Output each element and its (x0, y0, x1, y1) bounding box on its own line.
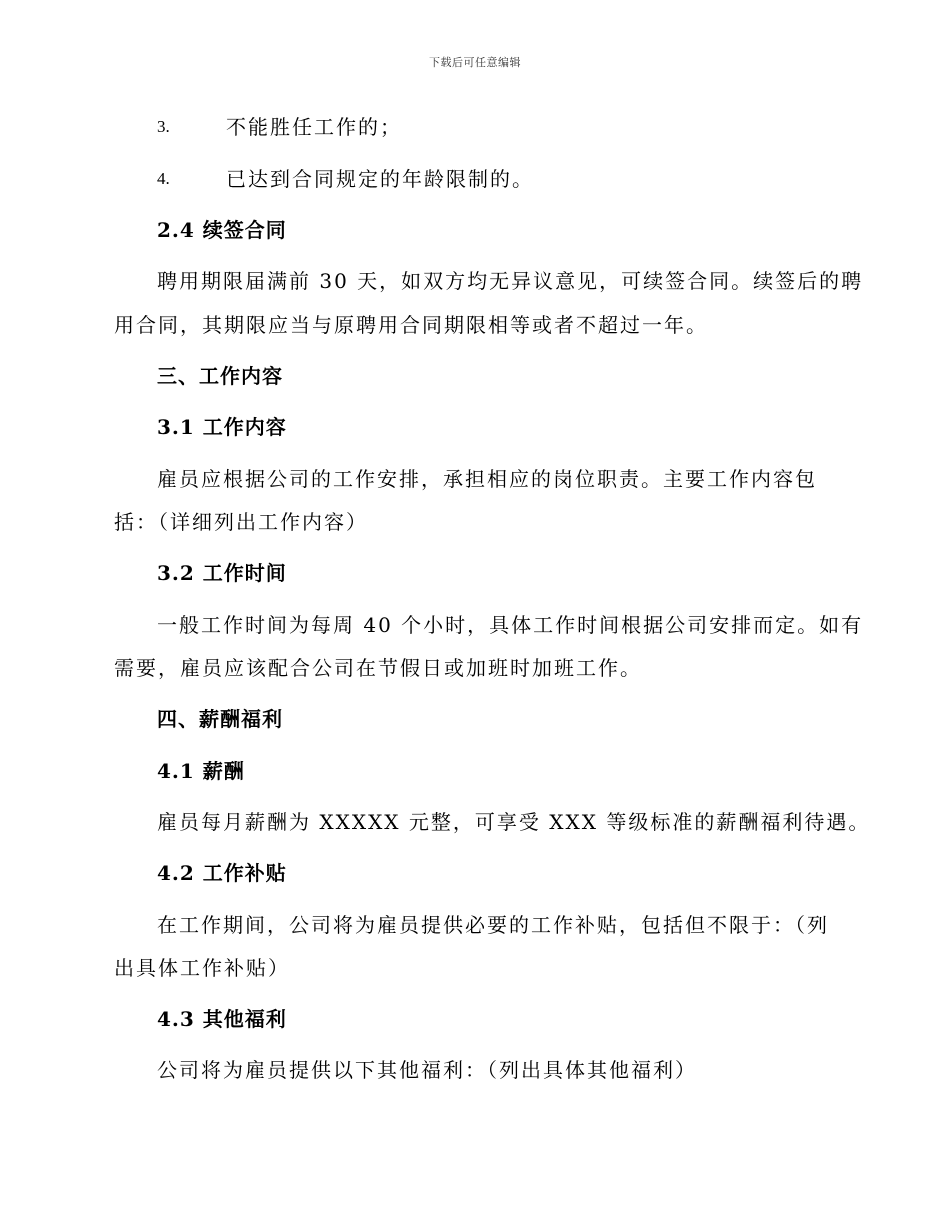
paragraph-line: 括：（详细列出工作内容） (114, 510, 368, 534)
paragraph-line: 出具体工作补贴） (114, 956, 290, 980)
section-heading-3: 三、工作内容 (157, 364, 283, 388)
list-number: 4. (157, 169, 170, 188)
section-heading-4-2: 4.2 工作补贴 (157, 861, 287, 885)
section-heading-3-1: 3.1 工作内容 (157, 415, 287, 439)
header-note: 下载后可任意编辑 (429, 56, 521, 69)
paragraph-line: 用合同，其期限应当与原聘用合同期限相等或者不超过一年。 (114, 313, 708, 337)
list-number: 3. (157, 117, 170, 136)
section-heading-2-4: 2.4 续签合同 (157, 218, 287, 242)
section-heading-3-2: 3.2 工作时间 (157, 561, 287, 585)
paragraph-line: 雇员应根据公司的工作安排，承担相应的岗位职责。主要工作内容包 (157, 467, 817, 491)
list-text: 不能胜任工作的； (226, 115, 402, 139)
paragraph-line: 雇员每月薪酬为 XXXXX 元整，可享受 XXX 等级标准的薪酬福利待遇。 (157, 810, 871, 834)
section-heading-4: 四、薪酬福利 (157, 707, 283, 731)
paragraph-line: 一般工作时间为每周 40 个小时，具体工作时间根据公司安排而定。如有 (157, 613, 864, 637)
paragraph-line: 聘用期限届满前 30 天，如双方均无异议意见，可续签合同。续签后的聘 (157, 269, 864, 293)
paragraph-line: 公司将为雇员提供以下其他福利：（列出具体其他福利） (157, 1058, 697, 1082)
paragraph-line: 在工作期间，公司将为雇员提供必要的工作补贴，包括但不限于：（列 (157, 913, 829, 937)
section-heading-4-1: 4.1 薪酬 (157, 759, 245, 783)
list-text: 已达到合同规定的年龄限制的。 (226, 167, 534, 191)
section-heading-4-3: 4.3 其他福利 (157, 1007, 287, 1031)
paragraph-line: 需要，雇员应该配合公司在节假日或加班时加班工作。 (114, 656, 642, 680)
